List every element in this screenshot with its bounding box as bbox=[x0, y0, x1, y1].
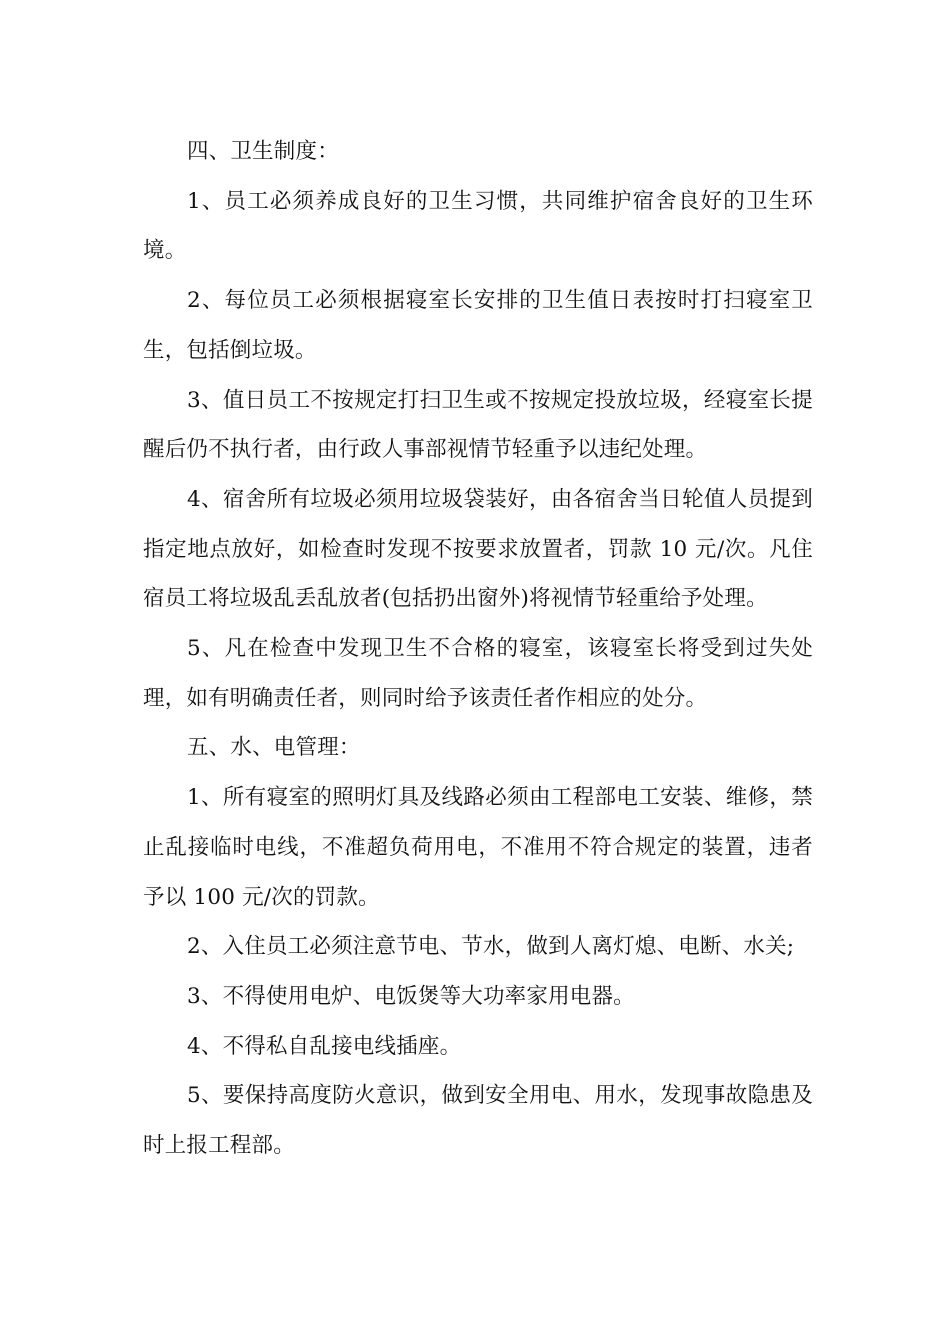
hygiene-rule-1: 1、员工必须养成良好的卫生习惯，共同维护宿舍良好的卫生环境。 bbox=[143, 188, 813, 264]
utility-rule-1: 1、所有寝室的照明灯具及线路必须由工程部电工安装、维修，禁止乱接临时电线，不准超负荷用电，不准用不符合规定的装置，违者予以 100 元/次的罚款。 bbox=[143, 785, 813, 910]
hygiene-rule-5: 5、凡在检查中发现卫生不合格的寝室，该寝室长将受到过失处理，如有明确责任者，则同时给予该责任者作相应的处分。 bbox=[143, 636, 813, 711]
utility-rule-2: 2、入住员工必须注意节电、节水，做到人离灯熄、电断、水关; bbox=[187, 934, 795, 960]
section-heading-hygiene: 四、卫生制度： bbox=[187, 139, 339, 164]
hygiene-rule-4: 4、宿舍所有垃圾必须用垃圾袋装好，由各宿舍当日轮值人员提到指定地点放好，如检查时发现不按要求放置者，罚款 10 元/次。凡住宿员工将垃圾乱丢乱放者(包括扔出窗外)将视情节轻重给予处理。 bbox=[143, 486, 813, 612]
hygiene-rule-3: 3、值日员工不按规定打扫卫生或不按规定投放垃圾，经寝室长提醒后仍不执行者，由行政人事部视情节轻重予以违纪处理。 bbox=[143, 387, 813, 463]
section-heading-water-electricity: 五、水、电管理： bbox=[187, 735, 361, 761]
document-body bbox=[143, 127, 813, 1171]
utility-rule-5: 5、要保持高度防火意识，做到安全用电、用水，发现事故隐患及时上报工程部。 bbox=[143, 1083, 813, 1159]
utility-rule-3: 3、不得使用电炉、电饭煲等大功率家用电器。 bbox=[187, 983, 635, 1009]
utility-rule-4: 4、不得私自乱接电线插座。 bbox=[187, 1033, 462, 1059]
hygiene-rule-2: 2、每位员工必须根据寝室长安排的卫生值日表按时打扫寝室卫生，包括倒垃圾。 bbox=[143, 288, 813, 363]
